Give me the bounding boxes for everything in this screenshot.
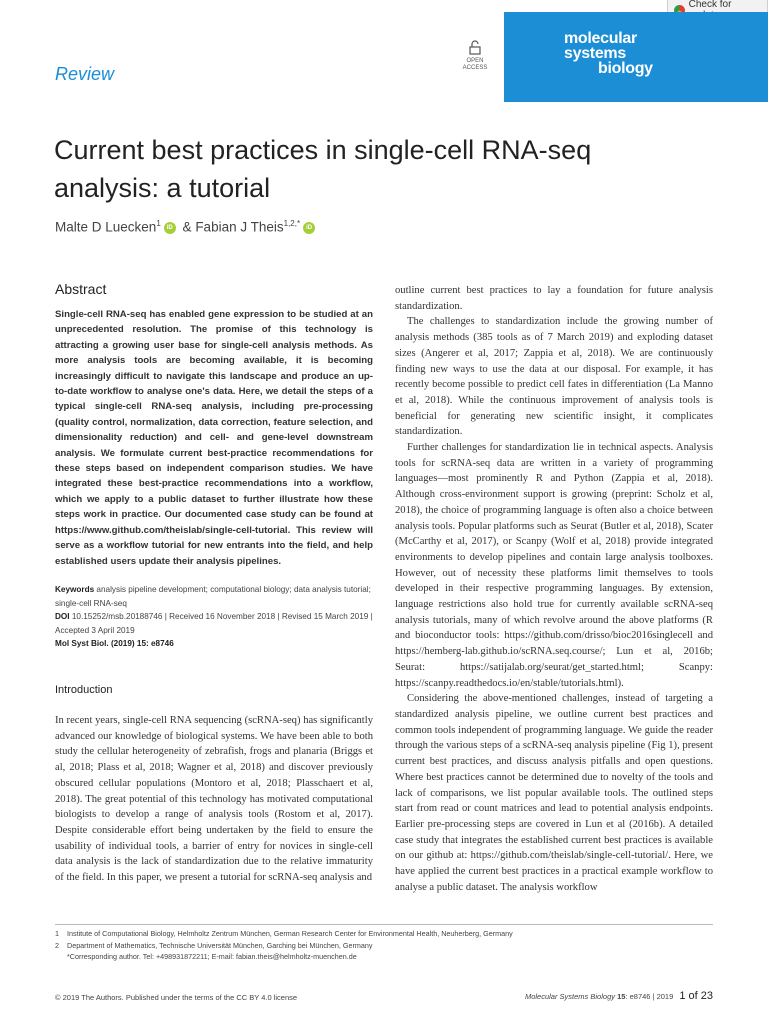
author-separator: & [182, 219, 192, 235]
article-type: Review [55, 64, 115, 84]
article-metadata [55, 583, 373, 651]
abstract-text: Single-cell RNA-seq has enabled gene expression to be studied at an unprecedented resolution. The promise of this technology is attracting a growing user base for single-cell analysis methods. As more analysis tools are becoming available, it is becoming increasingly difficult to navigate this landscape and produce an up-to-date workflow to analyse one's data. Here, we detail the steps of a typical single-cell RNA-seq analysis, including pre-processing (quality control, normalization, data correction, feature selection, and dimensionality reduction) and cell- and gene-level downstream analysis. We formulate current best-practice recommendations for these steps based on independent comparison studies. We have integrated these best-practice recommendations into a workflow, which we apply to a public dataset to further illustrate how these steps work in practice. Our documented case study can be found at https://www.github.com/theislab/single-cell-tutorial. This review will serve as a workflow tutorial for new entrants into the field, and help established users update their analysis pipelines. [55, 309, 373, 567]
check-for-updates-label: Check for [688, 0, 732, 10]
license-line: © 2019 The Authors. Published under the terms of the CC BY 4.0 license [55, 993, 298, 1002]
doi-line: DOI 10.15252/msb.20188746 | Received 16 November 2018 | Revised 15 March 2019 | Accepted 3 April 2019 [55, 612, 373, 635]
footnote: 2 Department of Mathematics, Technische Universität München, Garching bei München, Germany [55, 940, 373, 950]
footnote: 1 Institute of Computational Biology, Helmholtz Zentrum München, German Research Center for Environmental Health, Neuherberg, Germany [55, 929, 513, 938]
orcid-icon[interactable]: iD [303, 222, 315, 234]
footnote-divider [55, 924, 713, 925]
keywords: Keywords analysis pipeline development; computational biology; data analysis tutorial; single-cell RNA-seq [55, 585, 371, 608]
citation: Mol Syst Biol. (2019) 15: e8746 [55, 639, 174, 648]
body-paragraph: outline current best practices to lay a foundation for future analysis standardization. [395, 285, 713, 312]
author-name[interactable]: Fabian J Theis [195, 219, 284, 235]
open-access-badge: OPEN ACCESS [458, 40, 492, 72]
issue: : e8746 | 2019 [625, 992, 674, 1001]
page-footer [525, 990, 713, 1002]
affiliation-sup: 1 [156, 219, 161, 228]
orcid-icon[interactable]: iD [164, 222, 176, 234]
section-heading-introduction: Introduction [55, 684, 113, 696]
right-column [395, 283, 713, 895]
affiliation-sup: 1,2,* [283, 219, 301, 228]
journal-name: Molecular Systems Biology [524, 992, 615, 1001]
page-number: 1 of 23 [679, 990, 713, 1002]
author-name[interactable]: Malte D Luecken [55, 219, 157, 235]
body-paragraph: Considering the above-mentioned challenges, instead of targeting a standardized analysis pipeline, we outline current best practices and common tools independent of programming language. We guide the reader through the various steps of a scRNA-seq analysis pipeline (Fig 1), present current best practices, and discuss analysis pitfalls and open questions. Where best practices cannot be determined due to novelty of the tools and lack of comparisons, we list popular available tools. The outlined steps start from read or count matrices and lead to potential analysis endpoints. Earlier pre-processing steps are covered in Lun et al (2016b). A detailed case study that integrates the established current best practices is available on our github at: https://github.com/theislab/single-cell-tutorial/. Here, we have applied the current best practices in a practical example workflow to analyse a public dataset. The analysis workflow [395, 693, 713, 893]
author-list [55, 219, 318, 235]
volume: 15 [617, 992, 626, 1001]
body-paragraph: In recent years, single-cell RNA sequencing (scRNA-seq) has significantly advanced our knowledge of biological systems. We have been able to both study the cellular heterogeneity of zebrafish, frogs and planaria (Briggs et al, 2018; Plass et al, 2018; Wagner et al, 2018) and discover previously obscured cellular populations (Montoro et al, 2018; Plasschaert et al, 2018). The great potential of this technology has motivated computational biologists to develop a range of analysis tools (Rostom et al, 2017). Despite considerable effort being undertaken by the field to ensure the usability of individual tools, a barrier of entry for novices in single-cell data analysis is the lack of standardization due to the relative immaturity of the field. In this paper, we present a tutorial for scRNA-seq analysis and [55, 715, 373, 884]
footnote: *Corresponding author. Tel: +498931872211; E-mail: fabian.theis@helmholtz-muenchen.de [67, 952, 357, 961]
open-lock-icon [469, 40, 481, 55]
abstract-heading: Abstract [55, 281, 107, 297]
article-title: Current best practices in single-cell RNA-seq analysis: a tutorial [54, 135, 592, 203]
body-paragraph: The challenges to standardization include the growing number of analysis methods (385 tools as of 7 March 2019) and exploding dataset sizes (Angerer et al, 2017; Zappia et al, 2018). We are continuously finding new ways to use the data at our disposal. For example, it has recently become possible to predict cell fates in differentiation (La Manno et al, 2018). While the continuous improvement of analysis tools is beneficial for generating new scientific insight, it complicates standardization. [395, 316, 713, 438]
journal-logo: molecular systems biology [564, 30, 653, 77]
body-paragraph: Further challenges for standardization lie in technical aspects. Analysis tools for scRNA-seq data are written in a variety of programming languages—most prominently R and Python (Zappia et al, 2018). Although cross-environment support is growing (preprint: Scholz et al, 2018), the choice of programming language is often also a choice between analysis tools. Popular platforms such as Seurat (Butler et al, 2018), Scater (McCarthy et al, 2017), or Scanpy (Wolf et al, 2018) provide integrated environments to develop pipelines and contain large analysis toolboxes. However, out of necessity these platforms limit themselves to tools developed in their respective programming languages. By extension, language restrictions also hold true for currently available scRNA-seq analysis tutorials, many of which revolve around the above platforms (R and bioconductor tools: https://github.com/drisso/bioc2016singlecell and https://hemberg-lab.github.io/scRNA.seq.course/; Lun et al, 2016b; Seurat: https://satijalab.org/seurat/get_started.html; Scanpy: https://scanpy.readthedocs.io/en/stable/tutorials.html). [395, 442, 713, 689]
footnotes [55, 928, 715, 963]
